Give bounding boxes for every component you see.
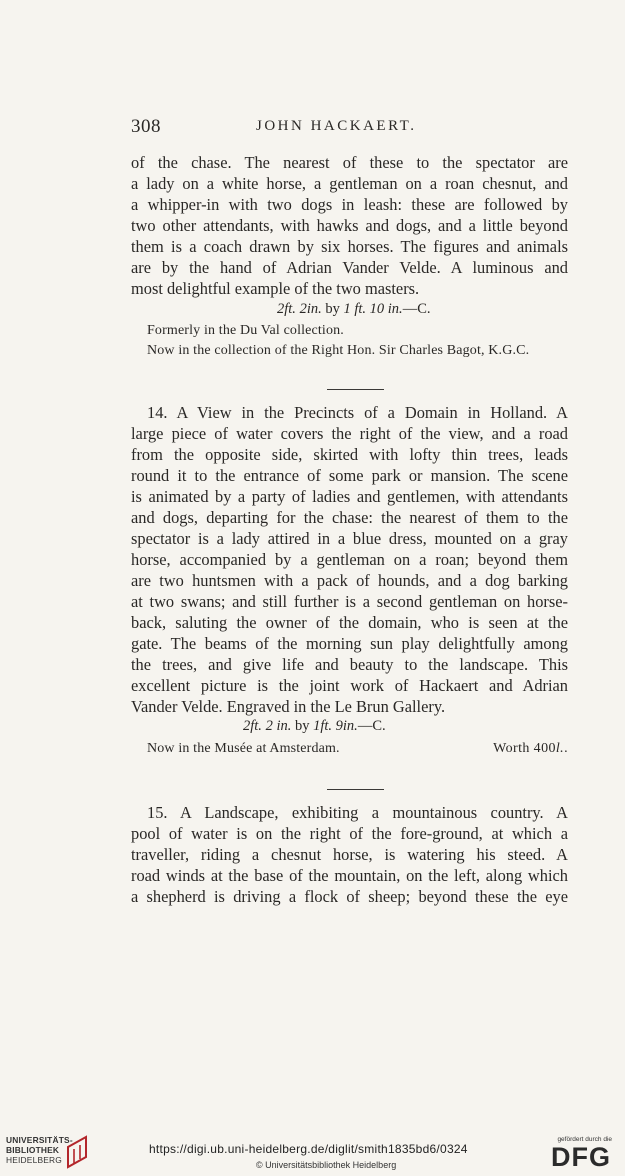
funder-note: gefördert durch die [557,1136,612,1143]
dim-height-number: 2 [277,301,285,317]
text-line: 14. A View in the Precincts of a Domain in Holland. A [147,403,568,422]
text-line: them is a coach drawn by six horses. The figures and animals [131,237,568,256]
text-line: gate. The beams of the morning sun play delightfully among [131,634,568,653]
dim-height-unit-2: in. [306,301,322,317]
text-line: most delightful example of the two masters. [131,279,420,298]
worth-unit: l. [555,741,565,756]
text-line: Vander Velde. Engraved in the Le Brun Gallery. [131,697,446,716]
library-logo-text [6,1135,73,1165]
library-line-1: UNIVERSITÄTS- [6,1135,73,1145]
dim-width-number: 1 [343,301,351,317]
dim-suffix: —C. [357,718,386,734]
text-line: are two huntsmen with a pack of hounds, and a dog barking [131,571,568,590]
worth-label: Worth 400 [493,741,556,756]
worth-end: . [564,741,568,756]
text-line: spectator is a lady attired in a blue dress, mounted on a gray [131,529,568,548]
text-line: are by the hand of Adrian Vander Velde. A luminous and [131,258,568,277]
text-line: the trees, and give life and beauty to the landscape. This [131,655,568,674]
text-line: two other attendants, with hawks and dogs, and a little beyond [131,216,568,235]
dim-by: by [325,301,340,317]
copyright-notice: © Universitätsbibliothek Heidelberg [256,1160,397,1170]
library-line-3: HEIDELBERG [6,1155,62,1165]
location-line: Now in the Musée at Amsterdam. [147,741,340,756]
dim-height-number: 2 [243,718,251,734]
worth-value [493,740,568,757]
text-line: round it to the entrance of some park or mansion. The scene [131,466,568,485]
dim-height-number-2: 2 [265,718,273,734]
dim-height-unit-2: in. [276,718,292,734]
text-line: a lady on a white horse, a gentleman on a roan chesnut, and [131,174,568,193]
dfg-logo: DFG [551,1142,611,1172]
text-line: horse, accompanied by a gentleman on a roan; beyond them [131,550,568,569]
page-number: 308 [131,116,161,137]
text-line: excellent picture is the joint work of Hackaert and Adrian [131,676,568,695]
dim-height-unit: ft. [284,301,296,317]
library-line-2: BIBLIOTHEK [6,1145,60,1155]
text-line: large piece of water covers the right of the view, and a road [131,424,568,443]
dim-width-number: 1 [313,718,321,734]
dim-by: by [294,718,310,734]
dimensions [277,301,430,318]
section-divider [327,389,384,390]
text-line: road winds at the base of the mountain, on the left, along which [131,866,568,885]
section-divider [327,789,384,790]
dim-width-number-2: 10 [369,301,385,317]
text-line: at two swans; and still further is a second gentleman on horse- [131,592,568,611]
dim-width-unit: ft. [354,301,367,317]
provenance-line: Formerly in the Du Val collection. [147,323,344,338]
text-line: from the opposite side, skirted with lofty thin trees, leads [131,445,568,464]
dim-suffix: —C. [402,301,431,317]
dim-width-unit-2: in. [342,718,358,734]
dim-height-unit: ft. [250,718,262,734]
dim-width-number-2: 9 [335,718,343,734]
text-line: a whipper-in with two dogs in leash: these are followed by [131,195,568,214]
dim-height-number-2: 2 [299,301,307,317]
running-head [131,116,571,140]
running-title: JOHN HACKAERT. [256,118,417,134]
dim-width-unit-2: in. [387,301,403,317]
text-line: a shepherd is driving a flock of sheep; beyond these the eye [131,887,568,906]
dimensions [243,718,386,735]
permalink-url[interactable]: https://digi.ub.uni-heidelberg.de/diglit/smith1835bd6/0324 [149,1142,468,1156]
text-line: and dogs, departing for the chase: the nearest of them to the [131,508,568,527]
dim-width-unit: ft. [320,718,333,734]
text-line: 15. A Landscape, exhibiting a mountainous country. A [147,803,568,822]
text-line: of the chase. The nearest of these to the spectator are [131,153,568,172]
viewer-footer [0,1131,625,1176]
text-line: back, saluting the owner of the domain, who is seen at the [131,613,568,632]
text-line: traveller, riding a chesnut horse, is watering his steed. A [131,845,568,864]
text-line: is animated by a party of ladies and gentlemen, with attendants [131,487,568,506]
provenance-line: Now in the collection of the Right Hon. Sir Charles Bagot, K.G.C. [147,343,530,358]
text-line: pool of water is on the right of the fore-ground, at which a [131,824,568,843]
library-logo-icon [64,1135,88,1169]
